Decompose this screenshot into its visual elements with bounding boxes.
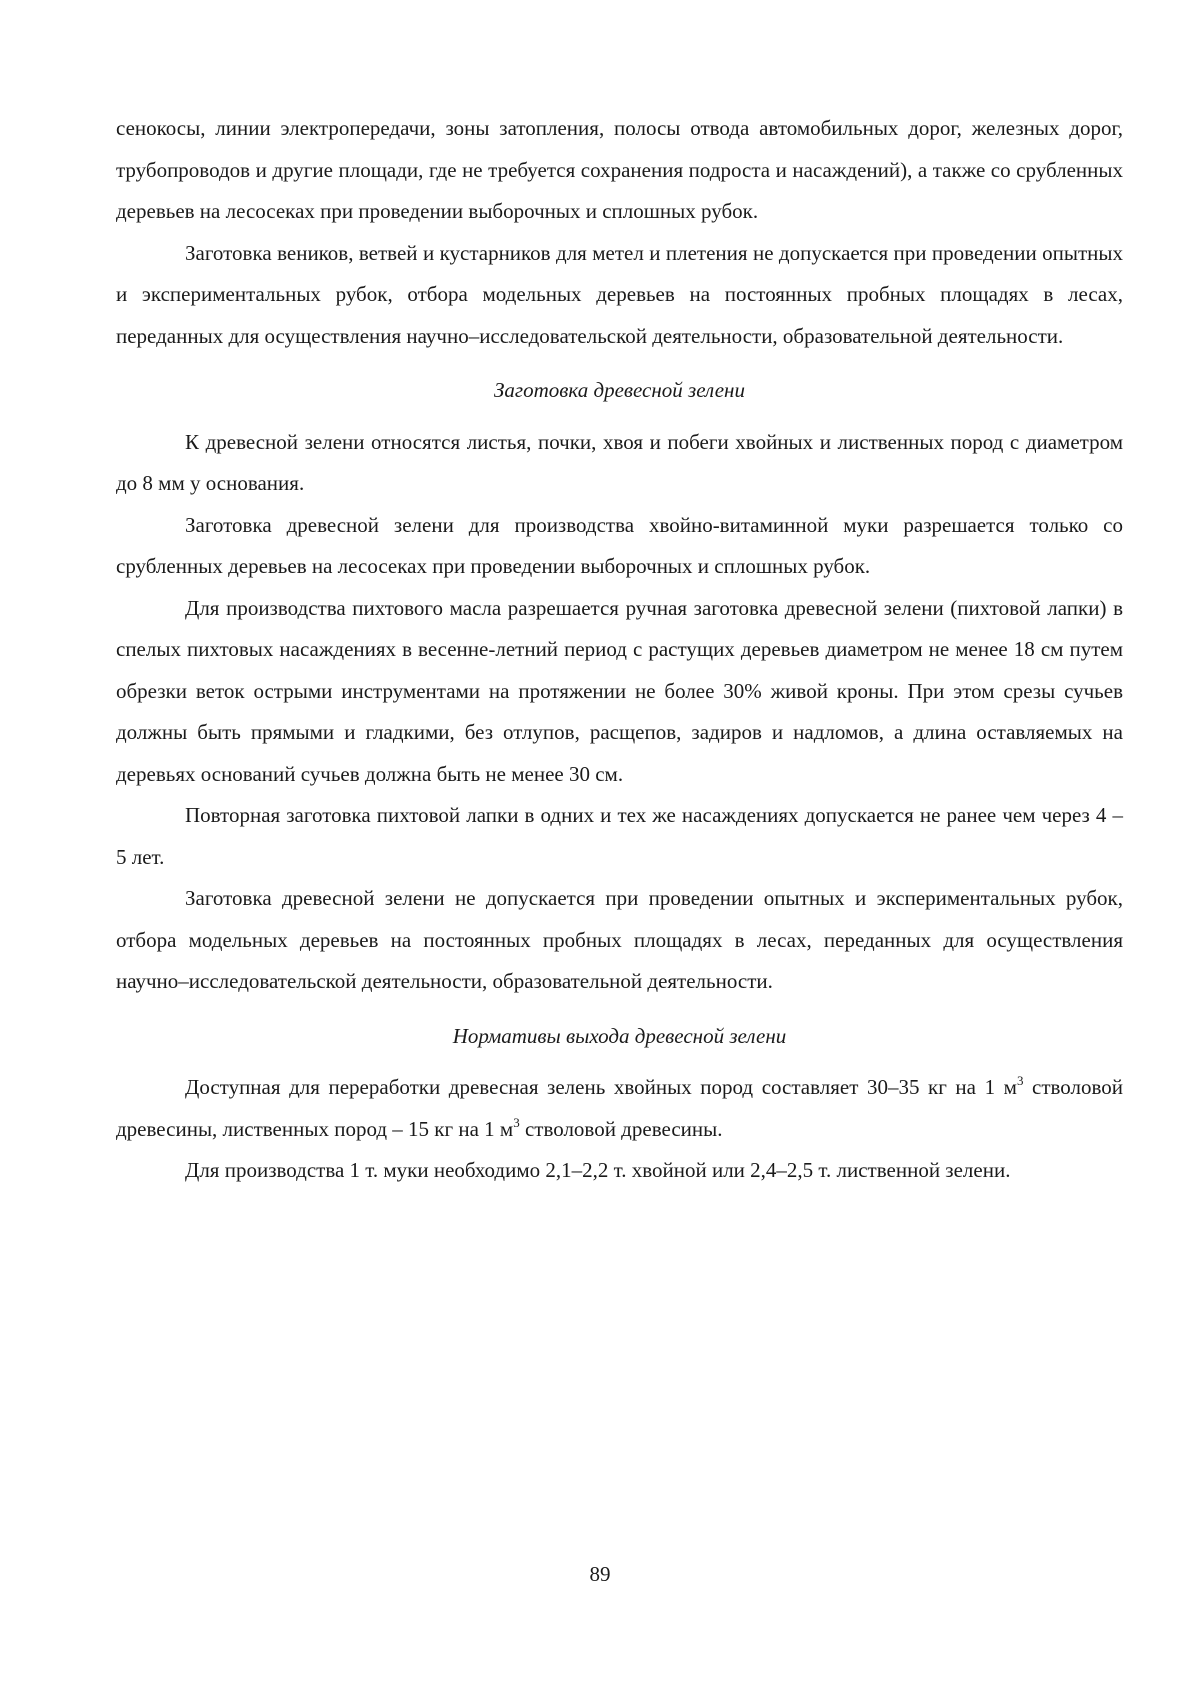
section-heading-greenery-harvesting: Заготовка древесной зелени [494,378,745,402]
paragraph-available-greenery [116,1067,1123,1150]
superscript: 3 [1016,1073,1024,1088]
paragraph-fir-oil: Для производства пихтового масла разрешается ручная заготовка древесной зелени (пихтовой лапки) в спелых пихтовых насаждениях в весенне-летний период с растущих деревьев диаметром не менее 18 см путем обрезки веток острыми инструментами на протяжении не более 30% живой кроны. При этом срезы сучьев должны быть прямыми и гладкими, без отлупов, расщепов, задиров и надломов, а длина оставляемых на деревьях оснований сучьев должна быть не менее 30 см. [116,595,1123,786]
page-number: 89 [589,1562,611,1586]
paragraph-greenery-definition: К древесной зелени относятся листья, почки, хвоя и побеги хвойных и лиственных пород с диаметром до 8 мм у основания. [116,429,1123,495]
section-heading-greenery-norms: Нормативы выхода древесной зелени [452,1023,787,1048]
paragraph-text-part: стволовой древесины, лиственных пород – 15 кг на 1 м [116,1075,1123,1141]
paragraph-text-part: стволовой древесины. [519,1116,723,1141]
paragraph-continuation: сенокосы, линии электропередачи, зоны затопления, полосы отвода автомобильных дорог, железных дорог, трубопроводов и другие площади, где не требуется сохранения подроста и насаждений), а также со срубленных деревьев на лесосеках при проведении выборочных и сплошных рубок. [116,116,1123,223]
paragraph-greenery-restriction: Заготовка древесной зелени не допускается при проведении опытных и экспериментальных рубок, отбора модельных деревьев на постоянных пробных площадях в лесах, переданных для осуществления научно–исследовательской деятельности, образовательной деятельности. [116,886,1123,993]
superscript: 3 [513,1114,520,1130]
paragraph-repeat-harvest: Повторная заготовка пихтовой лапки в одних и тех же насаждениях допускается не ранее чем через 4 – 5 лет. [116,803,1123,869]
paragraph-vitamin-flour: Заготовка древесной зелени для производства хвойно-витаминной муки разрешается только со срубленных деревьев на лесосеках при проведении выборочных и сплошных рубок. [116,512,1123,578]
paragraph-text-part: Доступная для переработки древесная зелень хвойных пород составляет 30–35 кг на 1 м [185,1075,1017,1099]
paragraph-flour-production: Для производства 1 т. муки необходимо 2,1–2,2 т. хвойной или 2,4–2,5 т. лиственной зелени. [185,1158,1011,1182]
paragraph-brooms-restriction: Заготовка веников, ветвей и кустарников для метел и плетения не допускается при проведении опытных и экспериментальных рубок, отбора модельных деревьев на постоянных пробных площадях в лесах, переданных для осуществления научно–исследовательской деятельности, образовательной деятельности. [116,240,1123,348]
